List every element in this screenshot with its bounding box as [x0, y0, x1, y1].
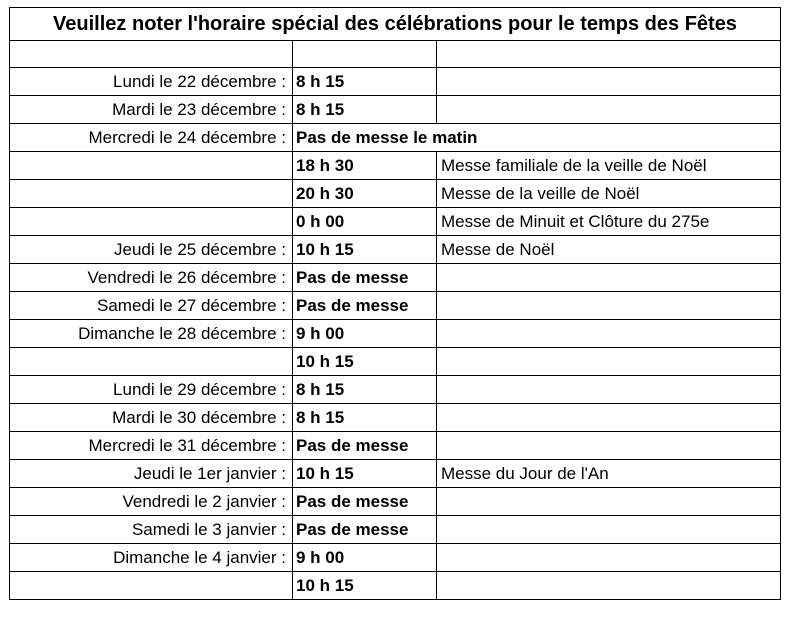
day-cell — [10, 180, 293, 208]
schedule-row — [10, 544, 781, 572]
description-cell: Messe de la veille de Noël — [437, 180, 781, 208]
schedule-row — [10, 236, 781, 264]
time-cell: 9 h 00 — [293, 320, 437, 348]
day-cell: Vendredi le 2 janvier : — [10, 488, 293, 516]
time-cell: 9 h 00 — [293, 544, 437, 572]
schedule-row — [10, 376, 781, 404]
day-cell — [10, 348, 293, 376]
schedule-row — [10, 264, 781, 292]
time-cell: Pas de messe — [293, 432, 437, 460]
time-cell: 8 h 15 — [293, 376, 437, 404]
day-cell: Mercredi le 31 décembre : — [10, 432, 293, 460]
description-cell — [437, 432, 781, 460]
description-cell — [437, 68, 781, 96]
schedule-row — [10, 68, 781, 96]
time-cell: 8 h 15 — [293, 404, 437, 432]
time-cell: 10 h 15 — [293, 236, 437, 264]
page-title: Veuillez noter l'horaire spécial des célébrations pour le temps des Fêtes — [10, 8, 781, 41]
time-cell: 8 h 15 — [293, 68, 437, 96]
time-cell: Pas de messe — [293, 292, 437, 320]
title-row — [10, 8, 781, 41]
schedule-row — [10, 320, 781, 348]
blank-row — [10, 41, 781, 68]
description-cell — [437, 292, 781, 320]
schedule-row — [10, 96, 781, 124]
description-cell: Messe de Noël — [437, 236, 781, 264]
schedule-row — [10, 292, 781, 320]
day-cell — [10, 572, 293, 600]
schedule-row — [10, 572, 781, 600]
description-cell: Messe familiale de la veille de Noël — [437, 152, 781, 180]
day-cell: Samedi le 3 janvier : — [10, 516, 293, 544]
day-cell: Mercredi le 24 décembre : — [10, 124, 293, 152]
time-cell: 10 h 15 — [293, 572, 437, 600]
description-cell — [437, 96, 781, 124]
day-cell — [10, 208, 293, 236]
blank-cell — [437, 41, 781, 68]
schedule-row — [10, 348, 781, 376]
description-cell — [437, 544, 781, 572]
description-cell: Messe du Jour de l'An — [437, 460, 781, 488]
schedule-row — [10, 488, 781, 516]
day-cell: Dimanche le 4 janvier : — [10, 544, 293, 572]
schedule-row — [10, 180, 781, 208]
day-cell: Samedi le 27 décembre : — [10, 292, 293, 320]
time-cell: 20 h 30 — [293, 180, 437, 208]
schedule-table — [9, 7, 781, 600]
time-cell: Pas de messe — [293, 264, 437, 292]
time-cell: 10 h 15 — [293, 460, 437, 488]
day-cell: Mardi le 30 décembre : — [10, 404, 293, 432]
schedule-row — [10, 152, 781, 180]
schedule-row — [10, 208, 781, 236]
time-cell: 8 h 15 — [293, 96, 437, 124]
description-cell — [437, 320, 781, 348]
time-cell: 0 h 00 — [293, 208, 437, 236]
time-cell: 10 h 15 — [293, 348, 437, 376]
day-cell: Lundi le 22 décembre : — [10, 68, 293, 96]
day-cell: Vendredi le 26 décembre : — [10, 264, 293, 292]
schedule-row — [10, 404, 781, 432]
description-cell — [437, 376, 781, 404]
time-cell: Pas de messe — [293, 488, 437, 516]
blank-cell — [10, 41, 293, 68]
time-cell: Pas de messe — [293, 516, 437, 544]
schedule-row — [10, 516, 781, 544]
description-cell — [437, 348, 781, 376]
blank-cell — [293, 41, 437, 68]
schedule-body — [10, 8, 781, 600]
schedule-row — [10, 124, 781, 152]
description-cell — [437, 572, 781, 600]
description-cell — [437, 516, 781, 544]
time-cell: Pas de messe le matin — [293, 124, 781, 152]
day-cell: Dimanche le 28 décembre : — [10, 320, 293, 348]
time-cell: 18 h 30 — [293, 152, 437, 180]
schedule-sheet — [9, 7, 780, 600]
day-cell: Jeudi le 1er janvier : — [10, 460, 293, 488]
description-cell — [437, 488, 781, 516]
description-cell — [437, 404, 781, 432]
day-cell: Mardi le 23 décembre : — [10, 96, 293, 124]
day-cell: Jeudi le 25 décembre : — [10, 236, 293, 264]
day-cell — [10, 152, 293, 180]
schedule-row — [10, 432, 781, 460]
description-cell: Messe de Minuit et Clôture du 275e — [437, 208, 781, 236]
schedule-row — [10, 460, 781, 488]
day-cell: Lundi le 29 décembre : — [10, 376, 293, 404]
description-cell — [437, 264, 781, 292]
